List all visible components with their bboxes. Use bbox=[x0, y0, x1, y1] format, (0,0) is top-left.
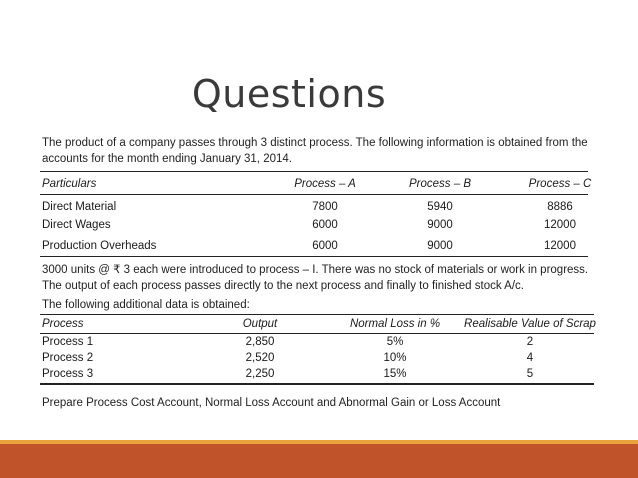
table-cell: 2 bbox=[526, 336, 534, 348]
table-cell: 5 bbox=[526, 368, 534, 380]
table2-top-rule bbox=[40, 314, 594, 315]
table-row bbox=[40, 201, 588, 217]
table-row bbox=[40, 336, 594, 352]
table-cell: 9000 bbox=[427, 219, 453, 231]
table1-header-process-b: Process – B bbox=[409, 178, 471, 190]
table2-header-normal-loss: Normal Loss in % bbox=[349, 318, 441, 330]
table-cell: Process 2 bbox=[42, 352, 94, 364]
instruction-text: Prepare Process Cost Account, Normal Loss Account and Abnormal Gain or Loss Account bbox=[42, 397, 501, 409]
table-row bbox=[40, 219, 588, 235]
table-cell: 2,520 bbox=[245, 352, 275, 364]
middle-paragraph: 3000 units @ ₹ 3 each were introduced to process – I. There was no stock of materials or work in progress. The output of each process passes directly to the next process and finally to finished stock A/c. bbox=[42, 264, 589, 292]
table-cell: Process 3 bbox=[42, 368, 94, 380]
table-cell: 8886 bbox=[547, 201, 573, 213]
table-row bbox=[40, 240, 588, 256]
footer-bar bbox=[0, 444, 638, 478]
table2-header-rule bbox=[40, 333, 594, 334]
slide-title-text: Questions bbox=[191, 72, 387, 116]
table-cell: Production Overheads bbox=[42, 240, 157, 252]
table1-header-rule bbox=[40, 194, 588, 195]
table-cell: Direct Material bbox=[42, 201, 117, 213]
table-cell: 12000 bbox=[544, 219, 576, 231]
table-cell: 2,250 bbox=[245, 368, 275, 380]
table-cell: 2,850 bbox=[245, 336, 275, 348]
table-cell: 6000 bbox=[312, 219, 338, 231]
table-cell: 6000 bbox=[312, 240, 338, 252]
table1-header-process-c: Process – C bbox=[528, 178, 592, 190]
table-cell: 7800 bbox=[312, 201, 338, 213]
table-cell: 5% bbox=[386, 336, 404, 348]
table2-bottom-rule bbox=[40, 383, 594, 385]
table-row bbox=[40, 352, 594, 368]
intro-paragraph: The product of a company passes through 3 distinct process. The following information is obtained from the accounts for the month ending January 31, 2014. bbox=[42, 137, 588, 165]
table1-header-row bbox=[40, 178, 592, 194]
table2-header-process: Process bbox=[42, 318, 84, 330]
table1-bottom-rule bbox=[40, 256, 588, 257]
table-cell: Process 1 bbox=[42, 336, 94, 348]
table-cell: 15% bbox=[383, 368, 407, 380]
table-cell: 5940 bbox=[427, 201, 453, 213]
table-row bbox=[40, 368, 594, 384]
table1-header-particulars: Particulars bbox=[42, 178, 97, 190]
table2-header-output: Output bbox=[242, 318, 278, 330]
table-cell: 12000 bbox=[544, 240, 576, 252]
additional-data-label: The following additional data is obtained: bbox=[42, 299, 250, 311]
table1-header-process-a: Process – A bbox=[294, 178, 356, 190]
table2-header-scrap-value: Realisable Value of Scrap bbox=[464, 318, 596, 330]
table-cell: 10% bbox=[383, 352, 407, 364]
table-cell: Direct Wages bbox=[42, 219, 111, 231]
table-cell: 4 bbox=[526, 352, 534, 364]
table-cell: 9000 bbox=[427, 240, 453, 252]
slide-title bbox=[0, 72, 638, 116]
table1-top-rule bbox=[40, 171, 588, 172]
table2-header-row bbox=[40, 318, 594, 334]
